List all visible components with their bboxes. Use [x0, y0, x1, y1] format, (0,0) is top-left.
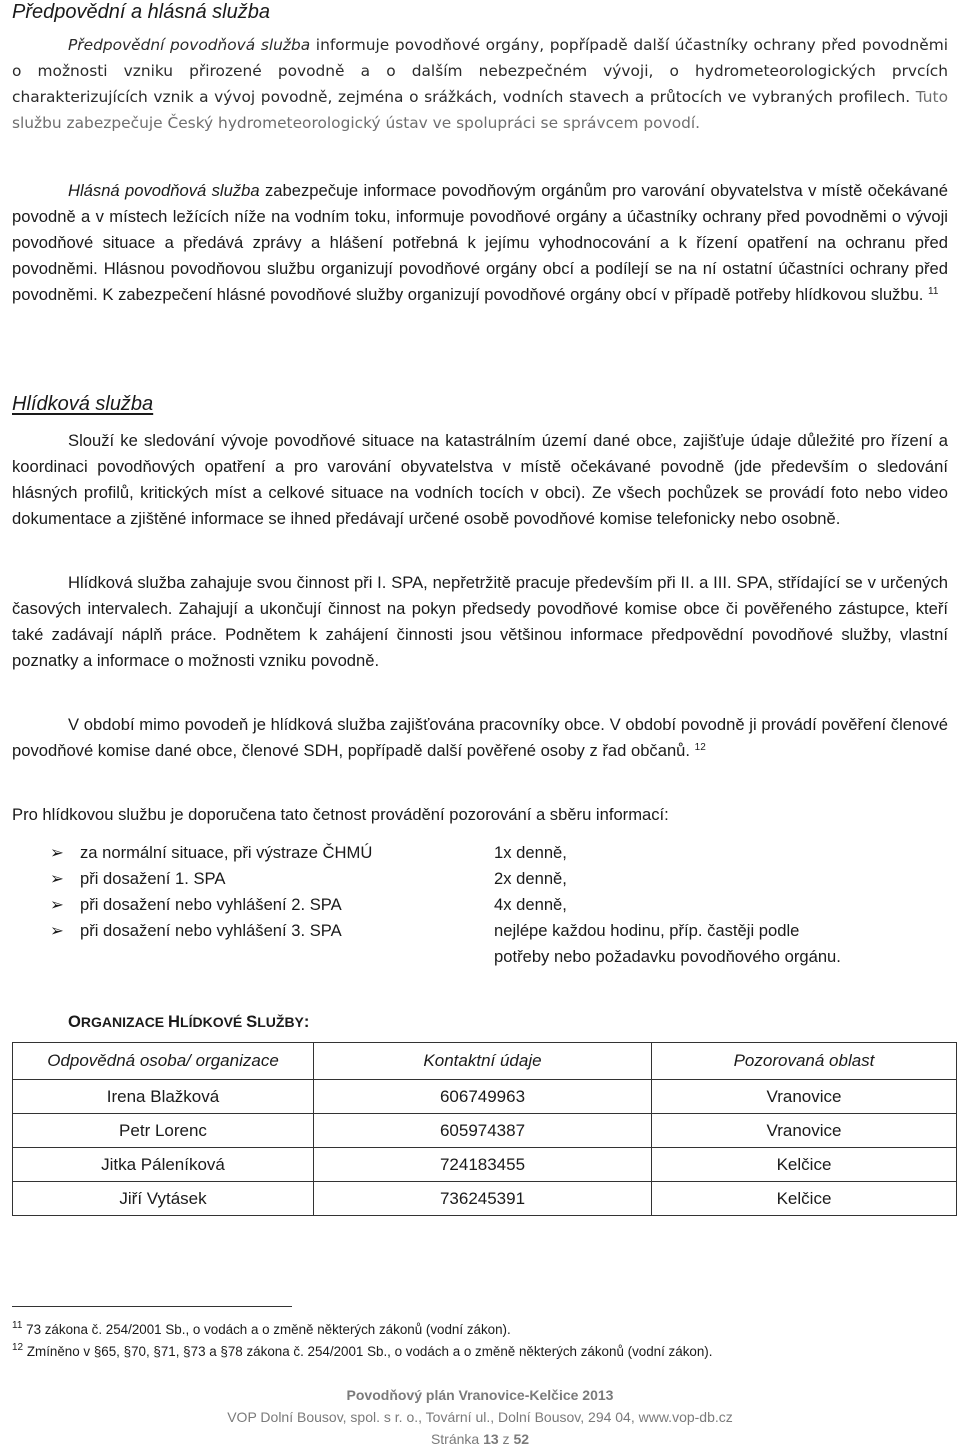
frequency-condition: při dosažení nebo vyhlášení 2. SPA: [80, 895, 342, 914]
table-cell: Jiří Vytásek: [13, 1182, 314, 1216]
paragraph-obdobi: [12, 712, 948, 764]
frequency-item: [50, 918, 342, 944]
table-cell: Kelčice: [652, 1182, 957, 1216]
footnote-divider: [12, 1306, 292, 1307]
term-hlasna: Hlásná povodňová služba: [68, 181, 260, 200]
frequency-value: nejlépe každou hodinu, příp. častěji podle: [494, 921, 800, 940]
arrow-bullet-icon: ➢: [50, 869, 64, 888]
frequency-item: [50, 840, 372, 866]
table-row: [13, 1080, 957, 1114]
footer-title: Povodňový plán Vranovice-Kelčice 2013: [346, 1387, 614, 1403]
term-predpovedni: Předpovědní povodňová služba: [68, 36, 311, 54]
frequency-value-continuation: potřeby nebo požadavku povodňového orgánu.: [494, 947, 841, 966]
org-table: [12, 1042, 957, 1216]
section-title-hlidkova: Hlídková služba: [12, 393, 154, 415]
table-cell: Petr Lorenc: [13, 1114, 314, 1148]
paragraph-hlasna-text: zabezpečuje informace povodňovým orgánům pro varování obyvatelstva v místě očekávané povodně a v místech ležících níže na vodním toku, informuje povodňové orgány a účastníky ochrany před povodněmi o vývoji povodňové situace a předává zprávy a hlášení potřebná k jejímu vyhodnocování a k řízení opatření na ochranu před povodněmi. Hlásnou povodňovou službu organizují povodňové orgány obcí a podílejí se na ní ostatní účastníci ochrany před povodněmi. K zabezpečení hlásné povodňové služby organizují povodňové orgány obcí v případě potřeby hlídkovou službu.: [12, 181, 948, 304]
frequency-intro: Pro hlídkovou službu je doporučena tato četnost provádění pozorování a sběru informací:: [12, 805, 669, 824]
table-cell: 606749963: [314, 1080, 652, 1114]
column-header: Kontaktní údaje: [314, 1043, 652, 1080]
table-header-row: [13, 1043, 957, 1080]
frequency-value: 1x denně,: [494, 843, 567, 862]
footnote-number: 12: [12, 1342, 24, 1353]
footnote-text: 73 zákona č. 254/2001 Sb., o vodách a o změně některých zákonů (vodní zákon).: [26, 1322, 511, 1337]
table-cell: Vranovice: [652, 1114, 957, 1148]
footnote-ref-12: 12: [694, 742, 706, 753]
footnote-text: Zmíněno v §65, §70, §71, §73 a §78 zákona č. 254/2001 Sb., o vodách a o změně některých zákonů (vodní zákon).: [26, 1344, 713, 1359]
footer-address: VOP Dolní Bousov, spol. s r. o., Tovární ul., Dolní Bousov, 294 04, www.vop-db.cz: [227, 1409, 733, 1425]
paragraph-obdobi-text: V období mimo povodeň je hlídková služba zajišťována pracovníky obce. V období povodně ji provádí pověření členové povodňové komise dané obce, členové SDH, popřípadě další pověřené osoby z řad občanů.: [12, 715, 948, 760]
table-cell: 605974387: [314, 1114, 652, 1148]
paragraph-slouzi: Slouží ke sledování vývoje povodňové situace na katastrálním území dané obce, zajišťuje údaje důležité pro řízení a koordinaci povodňových opatření a pro varování obyvatelstva v místě očekávané povodně (jde především o sledování hlásných profilů, kritických míst a celkové situace na vodních tocích v obci). Ze všech pochůzek se provádí foto nebo video dokumentace a zjištěné informace se ihned předávají určené osobě povodňové komise telefonicky nebo osobně.: [12, 431, 948, 528]
paragraph-zahajuje: Hlídková služba zahajuje svou činnost při I. SPA, nepřetržitě pracuje především při II. a III. SPA, střídající se v určených časových intervalech. Zahajují a ukončují činnost na pokyn předsedy povodňové komise obce či pověřeného zástupce, kteří také zadávají náplň práce. Podnětem k zahájení činnosti jsou většinou informace předpovědní povodňové služby, vlastní poznatky a informace o možnosti vzniku povodně.: [12, 573, 948, 670]
footer-page-number: Stránka 13 z 52: [430, 1431, 530, 1447]
footnote-11: [12, 1320, 511, 1340]
table-cell: 736245391: [314, 1182, 652, 1216]
table-cell: Irena Blažková: [13, 1080, 314, 1114]
paragraph-predpovedni-gray: Tuto službu zabezpečuje Český hydrometeorologický ústav ve spolupráci se správcem povodí.: [12, 88, 948, 132]
table-row: [13, 1148, 957, 1182]
paragraph-hlasna: [12, 178, 948, 308]
arrow-bullet-icon: ➢: [50, 843, 64, 862]
footnote-12: [12, 1342, 712, 1362]
table-row: [13, 1182, 957, 1216]
arrow-bullet-icon: ➢: [50, 895, 64, 914]
frequency-condition: při dosažení 1. SPA: [80, 869, 226, 888]
table-cell: Kelčice: [652, 1148, 957, 1182]
paragraph-predpovedni: [12, 32, 948, 136]
section-title-predpovedni: Předpovědní a hlásná služba: [12, 1, 270, 23]
arrow-bullet-icon: ➢: [50, 921, 64, 940]
table-cell: Vranovice: [652, 1080, 957, 1114]
frequency-condition: při dosažení nebo vyhlášení 3. SPA: [80, 921, 342, 940]
paragraph-predpovedni-text: informuje povodňové orgány, popřípadě další účastníky ochrany před povodněmi o možnosti vzniku přirozené povodně a o dalším nebezpečném vývoji, o hydrometeorologických prvcích charakterizujících vznik a vývoj povodně, zejména o srážkách, vodních stavech a průtocích ve vybraných profilech.: [12, 36, 948, 106]
column-header: Odpovědná osoba/ organizace: [13, 1043, 314, 1080]
column-header: Pozorovaná oblast: [652, 1043, 957, 1080]
table-cell: 724183455: [314, 1148, 652, 1182]
org-section-title: ORGANIZACE HLÍDKOVÉ SLUŽBY:: [68, 1012, 310, 1031]
frequency-value: 4x denně,: [494, 895, 567, 914]
footnote-ref-11: 11: [928, 286, 939, 297]
frequency-value: 2x denně,: [494, 869, 567, 888]
frequency-condition: za normální situace, při výstraze ČHMÚ: [80, 843, 373, 862]
frequency-item: [50, 866, 225, 892]
footnote-number: 11: [12, 1320, 23, 1331]
frequency-item: [50, 892, 342, 918]
table-cell: Jitka Páleníková: [13, 1148, 314, 1182]
table-row: [13, 1114, 957, 1148]
